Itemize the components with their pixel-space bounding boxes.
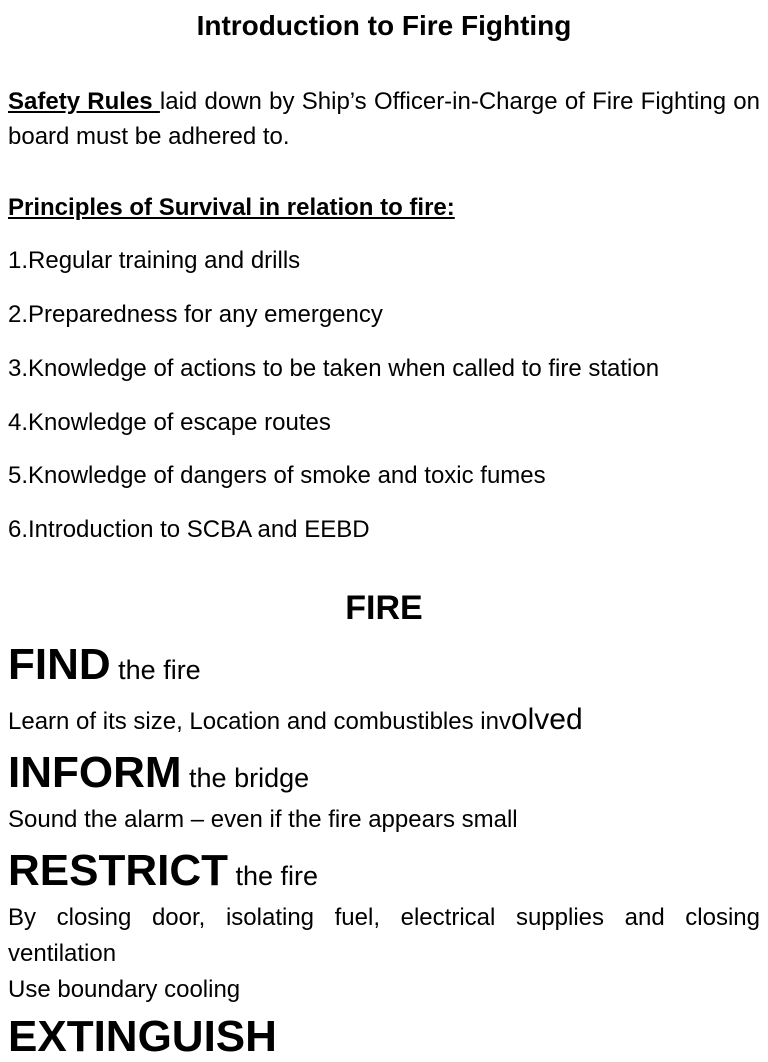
step-description-text: Learn of its size, Location and combustibles inv	[8, 708, 511, 735]
principle-item: 3.Knowledge of actions to be taken when called to fire station	[8, 355, 660, 382]
find-step-heading	[8, 640, 201, 700]
fire-heading: FIRE	[345, 589, 423, 627]
principle-item: 5.Knowledge of dangers of smoke and toxic fumes	[8, 462, 546, 489]
restrict-step-description: By closing door, isolating fuel, electrical supplies and closing ventilation	[8, 904, 760, 967]
step-keyword: INFORM	[8, 748, 182, 797]
principle-item: 2.Preparedness for any emergency	[8, 301, 383, 328]
page-title: Introduction to Fire Fighting	[196, 10, 572, 41]
restrict-step-heading	[8, 846, 318, 906]
step-keyword: FIND	[8, 640, 111, 689]
step-subject: the bridge	[181, 763, 310, 793]
step-keyword: RESTRICT	[8, 846, 228, 895]
find-step-description	[8, 702, 760, 740]
extinguish-step-heading-cutoff: EXTINGUISH	[8, 1012, 277, 1061]
inform-step-description: Sound the alarm – even if the fire appears small	[8, 806, 518, 833]
step-description-tail: olved	[510, 703, 583, 736]
restrict-step-description-2: Use boundary cooling	[8, 976, 241, 1003]
safety-rules-lead: Safety Rules	[8, 88, 160, 115]
step-subject: the fire	[228, 861, 319, 891]
principle-item: 6.Introduction to SCBA and EEBD	[8, 516, 370, 543]
inform-step-heading	[8, 748, 309, 808]
principle-item: 4.Knowledge of escape routes	[8, 409, 331, 436]
principles-heading: Principles of Survival in relation to fire:	[8, 194, 455, 221]
safety-rules-text: laid down by Ship’s Officer-in-Charge of Fire Fighting on board must be adhered to.	[8, 88, 760, 150]
safety-rules-paragraph	[8, 84, 760, 154]
principle-item: 1.Regular training and drills	[8, 247, 301, 274]
step-subject: the fire	[110, 655, 201, 685]
